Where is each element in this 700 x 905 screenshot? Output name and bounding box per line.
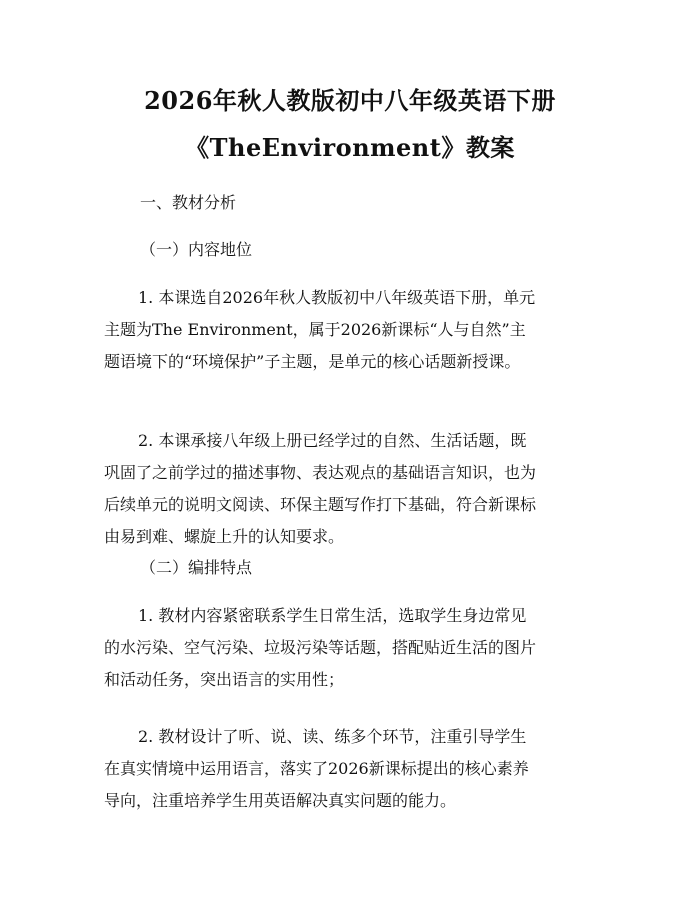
paragraph-line: 2. 本课承接八年级上册已经学过的自然、生活话题，既 [138, 431, 527, 450]
paragraph-line: 由易到难、螺旋上升的认知要求。 [104, 527, 345, 546]
paragraph-line: 在真实情境中运用语言，落实了2026新课标提出的核心素养 [104, 759, 529, 778]
subsection-heading-content-position: （一）内容地位 [140, 240, 253, 259]
paragraph-line: 2. 教材设计了听、说、读、练多个环节，注重引导学生 [138, 727, 527, 746]
subsection-heading-layout-features: （二）编排特点 [140, 558, 253, 577]
paragraph-line: 主题为The Environment，属于2026新课标“人与自然”主 [104, 320, 526, 339]
section-heading-textbook-analysis: 一、教材分析 [140, 193, 237, 212]
paragraph-line: 的水污染、空气污染、垃圾污染等话题，搭配贴近生活的图片 [104, 638, 537, 657]
paragraph-layout-features-2 [104, 721, 600, 817]
paragraph-line: 1. 本课选自2026年秋人教版初中八年级英语下册，单元 [138, 288, 536, 307]
paragraph-line: 1. 教材内容紧密联系学生日常生活，选取学生身边常见 [138, 606, 527, 625]
document-title-line-1: 2026年秋人教版初中八年级英语下册 [144, 86, 556, 115]
paragraph-line: 题语境下的“环境保护”子主题，是单元的核心话题新授课。 [104, 352, 521, 371]
paragraph-line: 和活动任务，突出语言的实用性； [104, 670, 345, 689]
document-title-line-2: 《TheEnvironment》教案 [185, 133, 515, 162]
paragraph-content-position-1 [104, 282, 600, 378]
paragraph-content-position-2 [104, 425, 600, 553]
paragraph-line: 后续单元的说明文阅读、环保主题写作打下基础，符合新课标 [104, 495, 537, 514]
paragraph-layout-features-1 [104, 600, 600, 696]
paragraph-line: 导向，注重培养学生用英语解决真实问题的能力。 [104, 791, 457, 810]
paragraph-line: 巩固了之前学过的描述事物、表达观点的基础语言知识，也为 [104, 463, 537, 482]
